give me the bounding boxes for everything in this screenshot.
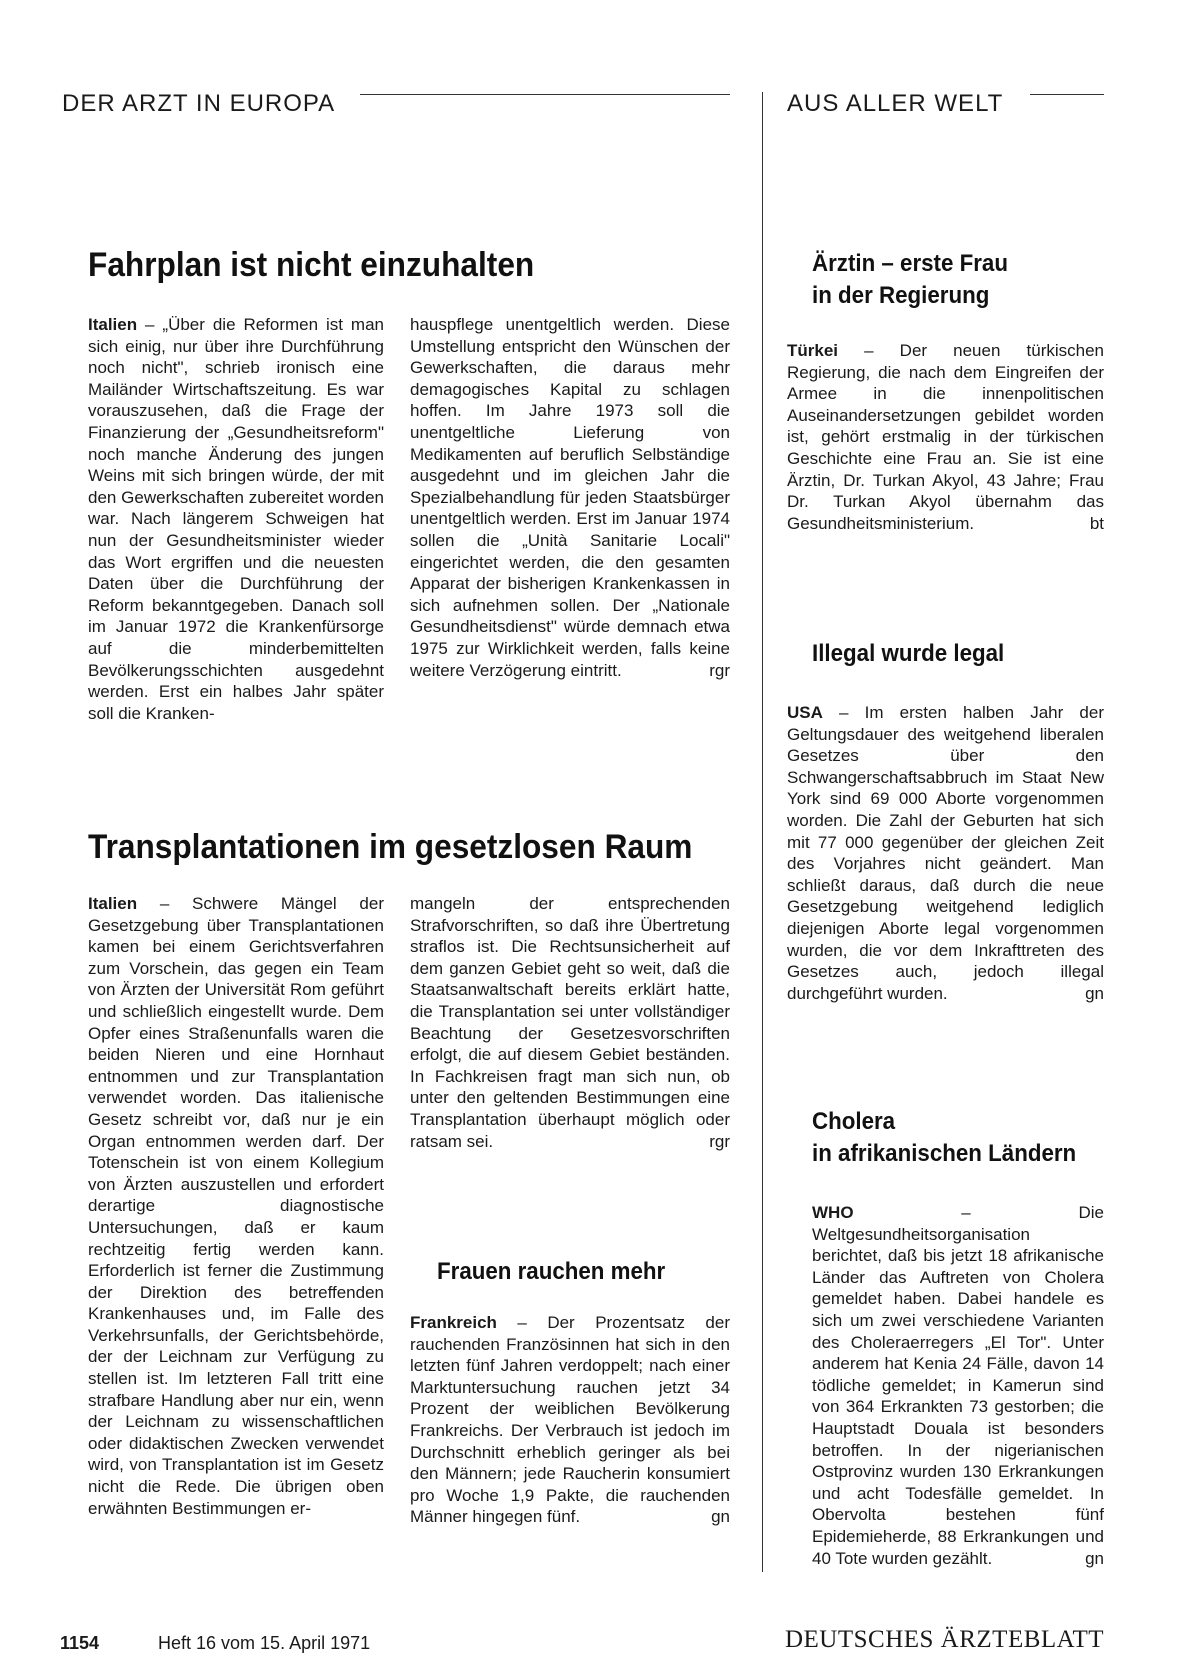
article-aerztin [787,340,1104,534]
article-text: – „Über die Reformen ist man sich einig, nur über ihre Durchführung noch nicht", schrieb ironisch eine Mailänder Wirtschaftszeitung. Es war vorauszusehen, daß die Frage der Finanzierung der „Gesundheitsreform" noch manche Änderung des jungen Weins mit sich bringen würde, der mit den Gewerkschaften zubereitet worden war. Nach längerem Schweigen hat nun der Gesundheitsminister wieder das Wort ergriffen und die neuesten Daten über die Durchführung der Reform bekanntgegeben. Danach soll im Januar 1972 die Krankenfürsorge auf die minderbemittelten Bevölkerungsschichten ausgedehnt werden. Erst ein halbes Jahr später soll die Kranken- [88,315,384,723]
article-fahrplan-col2 [410,314,730,681]
headline-aerztin [812,248,1008,312]
dateline: USA [787,703,823,722]
headline-line: Cholera [812,1108,896,1135]
issue-info: Heft 16 vom 15. April 1971 [158,1633,371,1653]
dateline: Italien [88,315,138,334]
author-signature: rgr [709,1131,730,1151]
dateline: Türkei [787,341,839,360]
article-text: – Die Weltgesundheitsorganisation berichtet, daß bis jetzt 18 afrikanische Länder das Auftreten von Cholera gemeldet haben. Dabei handele es sich um zwei verschiedene Varianten des Choleraerregers „El Tor". Unter anderem hat Kenia 24 Fälle, davon 14 tödliche gemeldet; in Kamerun sind von 364 Erkrankten 73 gestorben; die Hauptstadt Douala ist besonders betroffen. In der nigerianischen Ostprovinz wurden 130 Erkrankungen und acht Todesfälle gemeldet. In Obervolta bestehen fünf Epidemieherde, 88 Erkrankungen und 40 Tote wurden gezählt. [812,1203,1104,1568]
article-transplant-col1 [88,893,384,1519]
article-illegal [787,702,1104,1004]
article-fahrplan-col1 [88,314,384,724]
column-divider [762,92,763,1572]
article-text: – Schwere Mängel der Gesetzgebung über Transplantationen kamen bei einem Gerichtsverfahren zum Vorschein, das gegen ein Team von Ärzten der Universität Rom geführt und schließlich eingestellt wurde. Dem Opfer eines Straßenunfalls waren die beiden Nieren und eine Hornhaut entnommen und zur Transplantation verwendet worden. Das italienische Gesetz schreibt vor, daß nur je ein Organ entnommen werden darf. Der Totenschein ist von einem Kollegium von Ärzten auszustellen und erfordert derartige diagnostische Untersuchungen, daß er kaum rechtzeitig fertig werden kann. Erforderlich ist ferner die Zustimmung der Direktion des betreffenden Krankenhauses und, im Falle des Verkehrsunfalls, der Gerichtsbehörde, der der Leichnam zur Verfügung zu stellen ist. Im letzteren Fall tritt eine strafbare Handlung aber nur ein, wenn der Leichnam zu wissenschaftlichen oder didaktischen Zwecken verwendet wird, von Transplantation ist im Gesetz nicht die Rede. Die übrigen oben erwähnten Bestimmungen er- [88,894,384,1518]
article-text: – Der Prozentsatz der rauchenden Französinnen hat sich in den letzten fünf Jahren verdoppelt; nach einer Marktuntersuchung rauchen jetzt 34 Prozent der weiblichen Bevölkerung Frankreichs. Der Verbrauch ist jedoch im Durchschnitt erheblich geringer als bei den Männern; jede Raucherin konsumiert pro Woche 1,9 Pakte, die rauchenden Männer hingegen fünf. [410,1313,730,1527]
article-text: – Im ersten halben Jahr der Geltungsdauer des weitgehend liberalen Gesetzes über den Schwangerschaftsabbruch im Staat New York sind 69 000 Aborte vorgenommen worden. Die Zahl der Geburten hat sich mit 77 000 gegenüber der gleichen Zeit des Vorjahres nicht geändert. Man schließt daraus, daß durch die neue Gesetzgebung weitgehend lediglich diejenigen Aborte legal vorgenommen wurden, die vor dem Inkrafttreten des Gesetzes auch, jedoch illegal durchgeführt wurden. [787,703,1104,1003]
section-header-right: AUS ALLER WELT [787,90,1004,117]
headline-transplant: Transplantationen im gesetzlosen Raum [88,828,693,866]
author-signature: rgr [709,660,730,680]
article-text: mangeln der entsprechenden Strafvorschriften, so daß ihre Übertretung straflos ist. Die Rechtsunsicherheit auf dem ganzen Gebiet geht so weit, daß die Staatsanwaltschaft bereits erklärt hatte, die Transplantation sei unter vollständiger Beachtung der Gesetzesvorschriften erfolgt, die auf diesem Gebiet beständen. In Fachkreisen fragt man sich nun, ob unter den geltenden Bestimmungen eine Transplantation überhaupt möglich oder ratsam sei. [410,894,730,1151]
author-signature: bt [1089,513,1104,533]
dateline: Italien [88,894,138,913]
article-frauen [410,1312,730,1528]
author-signature: gn [711,1507,730,1527]
magazine-name: DEUTSCHES ÄRZTEBLATT [784,1626,1104,1653]
article-cholera [812,1202,1104,1569]
headline-fahrplan: Fahrplan ist nicht einzuhalten [88,246,535,284]
dateline: WHO [812,1203,854,1222]
headline-illegal: Illegal wurde legal [812,640,1005,667]
author-signature: gn [1085,1548,1104,1568]
article-transplant-col2 [410,893,730,1152]
header-rule-right [1030,94,1104,95]
author-signature: gn [1085,983,1104,1003]
headline-line: Ärztin – erste Frau [812,250,1008,277]
article-text: – Der neuen türkischen Regierung, die nach dem Eingreifen der Armee in die innenpolitischen Auseinandersetzungen gebildet worden ist, gehört erstmalig in der türkischen Geschichte eine Frau an. Sie ist eine Ärztin, Dr. Turkan Akyol, 43 Jahre; Frau Dr. Turkan Akyol übernahm das Gesundheitsministerium. [787,341,1104,533]
header-rule-left [360,94,730,95]
headline-frauen: Frauen rauchen mehr [437,1258,666,1285]
page-number: 1154 [60,1633,100,1653]
dateline: Frankreich [410,1313,497,1332]
article-text: hauspflege unentgeltlich werden. Diese Umstellung entspricht den Wünschen der Gewerkschaften, die daraus mehr demagogisches Kapital zu schlagen hoffen. Im Jahre 1973 soll die unentgeltliche Lieferung von Medikamenten auf beruflich Selbständige ausgedehnt und im gleichen Jahr die Spezialbehandlung für jeden Staatsbürger unentgeltlich werden. Erst im Januar 1974 sollen die „Unità Sanitarie Locali" eingerichtet werden, die den gesamten Apparat der bisherigen Krankenkassen in sich aufnehmen sollen. Der „Nationale Gesundheitsdienst" würde demnach etwa 1975 zur Wirklichkeit werden, falls keine weitere Verzögerung eintritt. [410,315,730,680]
headline-cholera [812,1106,1076,1170]
headline-line: in afrikanischen Ländern [812,1140,1077,1167]
section-header-left: DER ARZT IN EUROPA [62,90,336,117]
headline-line: in der Regierung [812,282,990,309]
